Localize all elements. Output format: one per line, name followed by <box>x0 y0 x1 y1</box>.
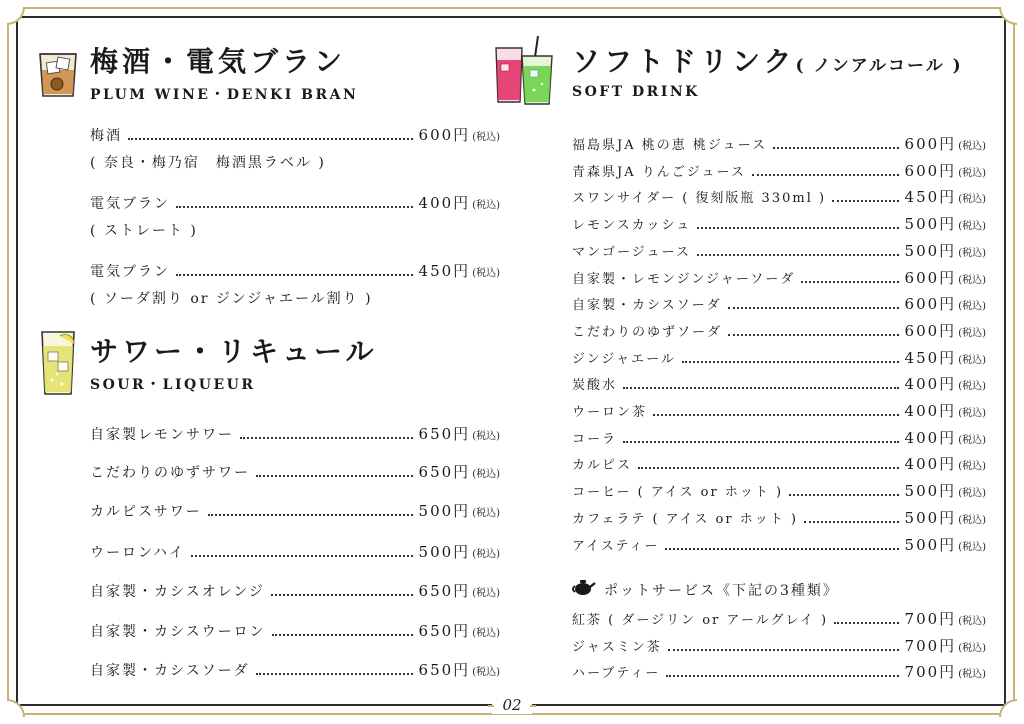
lemon-sour-glass-icon <box>38 326 78 398</box>
menu-item-cassis-soda <box>90 659 500 680</box>
dot-leader <box>208 514 413 516</box>
item-price: 500円 <box>418 543 471 561</box>
menu-item-row <box>572 427 986 448</box>
item-price: 700円 <box>904 663 957 681</box>
tax-label: (税込) <box>958 381 986 393</box>
item-name: 自家製・カシスオレンジ <box>90 584 265 600</box>
tax-label: (税込) <box>472 200 500 211</box>
tax-label: (税込) <box>472 628 500 639</box>
item-name: ジンジャエール <box>572 351 676 367</box>
sour-section-header <box>90 330 377 394</box>
dot-leader <box>789 494 899 496</box>
item-price: 650円 <box>418 661 471 679</box>
item-name: スワンサイダー ( 復刻版瓶 330ml ) <box>572 191 827 207</box>
dot-leader <box>801 281 898 283</box>
item-name: カルピス <box>572 458 633 474</box>
item-note: ( ソーダ割り or ジンジャエール割り ) <box>90 291 373 307</box>
page-number: 02 <box>492 696 532 714</box>
item-name: アイスティー <box>572 538 660 554</box>
menu-item-row <box>572 534 986 555</box>
menu-item-row <box>572 186 986 207</box>
item-name: ジャスミン茶 <box>572 639 662 655</box>
item-name: 青森県JA りんごジュース <box>572 164 746 180</box>
tax-label: (税込) <box>958 274 986 286</box>
dot-leader <box>752 174 899 176</box>
item-price: 600円 <box>904 135 957 153</box>
tax-label: (税込) <box>958 327 986 339</box>
glass-of-plum-wine-icon <box>36 46 80 100</box>
item-name: 福島県JA 桃の恵 桃ジュース <box>572 138 767 153</box>
soft-drink-subtitle: SOFT DRINK <box>572 84 700 100</box>
dot-leader <box>256 673 413 675</box>
tax-label: (税込) <box>958 514 986 526</box>
dot-leader <box>832 200 898 202</box>
item-name: 自家製・カシスウーロン <box>90 624 266 640</box>
menu-item-row <box>572 293 986 314</box>
item-price: 400円 <box>904 455 957 474</box>
tax-label: (税込) <box>472 469 500 480</box>
plum-wine-subtitle: PLUM WINE・DENKI BRAN <box>90 87 359 103</box>
menu-item-row <box>572 320 986 341</box>
tax-label: (税込) <box>958 669 986 680</box>
dot-leader <box>653 414 899 416</box>
soft-drink-title-line <box>572 40 963 80</box>
dot-leader <box>176 206 413 208</box>
tax-label: (税込) <box>958 434 986 446</box>
item-price: 400円 <box>904 375 957 394</box>
item-price: 500円 <box>904 482 957 501</box>
dot-leader <box>666 675 898 677</box>
item-price: 500円 <box>904 241 957 260</box>
sour-subtitle: SOUR・LIQUEUR <box>90 377 256 393</box>
item-price: 400円 <box>904 402 957 420</box>
item-name: 炭酸水 <box>572 378 618 394</box>
dot-leader <box>128 138 413 140</box>
dot-leader <box>728 307 899 309</box>
item-price: 700円 <box>904 610 957 628</box>
item-name: コーヒー ( アイス or ホット ) <box>572 485 784 501</box>
item-price: 500円 <box>904 535 957 554</box>
tax-label: (税込) <box>472 431 500 442</box>
tax-label: (税込) <box>958 141 986 152</box>
menu-item-calpis-sour <box>90 500 500 521</box>
dot-leader <box>240 437 413 439</box>
dot-leader <box>638 467 899 469</box>
item-name: 電気ブラン <box>90 264 170 280</box>
item-name: ウーロン茶 <box>572 405 648 420</box>
dot-leader <box>623 441 899 443</box>
item-price: 500円 <box>418 502 471 520</box>
dot-leader <box>271 594 413 596</box>
item-price: 650円 <box>418 582 471 600</box>
tax-label: (税込) <box>472 549 500 560</box>
item-name: 自家製・レモンジンジャーソーダ <box>572 271 796 287</box>
tax-label: (税込) <box>472 588 500 599</box>
item-price: 650円 <box>418 622 471 640</box>
menu-item-row <box>572 267 986 288</box>
menu-item-plum-wine <box>90 124 500 145</box>
tax-label: (税込) <box>958 461 986 473</box>
tax-label: (税込) <box>958 167 986 179</box>
item-name: こだわりのゆずサワー <box>90 465 250 481</box>
sour-title: サワー・リキュール <box>90 335 378 368</box>
plum-wine-title: 梅酒・電気ブラン <box>90 45 347 78</box>
dot-leader <box>665 548 898 550</box>
pot-service-heading: ポットサービス《下記の3種類》 <box>604 583 839 599</box>
menu-item-row <box>572 373 986 394</box>
item-name: ハーブティー <box>572 666 661 681</box>
dot-leader <box>728 334 899 336</box>
menu-item-lemon-sour <box>90 423 500 444</box>
dot-leader <box>682 361 899 363</box>
item-name: マンゴージュース <box>572 244 691 260</box>
menu-item-row <box>572 240 986 261</box>
soft-drink-glasses-icon <box>492 34 558 106</box>
menu-item-row <box>572 133 986 154</box>
soft-drink-section-header <box>572 40 963 100</box>
menu-item-row <box>572 400 986 421</box>
menu-item-oolong-high <box>90 541 500 562</box>
item-price: 450円 <box>904 348 957 367</box>
tax-label: (税込) <box>958 301 986 313</box>
non-alcohol-note: ( ノンアルコール ) <box>795 56 963 76</box>
dot-leader <box>191 555 413 557</box>
item-name: 自家製レモンサワー <box>90 427 234 443</box>
item-price: 600円 <box>904 161 957 180</box>
item-name: ウーロンハイ <box>90 545 186 561</box>
item-price: 700円 <box>904 636 957 655</box>
menu-item-cassis-oolong <box>90 620 500 641</box>
tax-label: (税込) <box>472 132 500 143</box>
tax-label: (税込) <box>958 541 986 553</box>
item-name: 梅酒 <box>90 128 122 144</box>
item-name: 自家製・カシスソーダ <box>90 663 250 679</box>
item-price: 450円 <box>418 262 471 280</box>
tax-label: (税込) <box>472 508 500 519</box>
menu-item-row <box>572 453 986 474</box>
dot-leader <box>834 622 899 624</box>
dot-leader <box>668 649 899 651</box>
item-name: 紅茶 ( ダージリン or アールグレイ ) <box>572 613 829 628</box>
item-price: 600円 <box>418 126 471 144</box>
soft-drink-title: ソフトドリンク <box>572 45 796 78</box>
menu-item-row <box>572 160 986 181</box>
item-price: 400円 <box>418 194 471 212</box>
dot-leader <box>272 634 413 636</box>
item-name: 自家製・カシスソーダ <box>572 298 722 314</box>
plum-wine-section-header <box>90 40 358 104</box>
menu-item-row <box>572 480 986 501</box>
dot-leader <box>804 521 899 523</box>
menu-item-row <box>572 347 986 368</box>
item-name: コーラ <box>572 431 618 447</box>
item-price: 400円 <box>904 428 957 447</box>
menu-item-cassis-orange <box>90 580 500 601</box>
item-price: 500円 <box>904 215 957 234</box>
tax-label: (税込) <box>472 268 500 279</box>
dot-leader <box>697 254 899 256</box>
item-note: ( 奈良・梅乃宿 梅酒黒ラベル ) <box>90 155 326 171</box>
dot-leader <box>256 475 413 477</box>
menu-item-row <box>572 608 986 629</box>
tax-label: (税込) <box>958 616 986 627</box>
item-price: 600円 <box>904 321 957 340</box>
menu-item-row <box>572 661 986 682</box>
item-price: 650円 <box>418 425 471 443</box>
item-name: レモンスカッシュ <box>572 218 692 234</box>
dot-leader <box>697 227 898 229</box>
item-name: カルピスサワー <box>90 504 202 520</box>
tax-label: (税込) <box>958 408 986 419</box>
item-price: 600円 <box>904 295 957 314</box>
item-price: 450円 <box>904 188 957 207</box>
item-name: 電気ブラン <box>90 196 170 212</box>
dot-leader <box>773 147 899 149</box>
teapot-icon <box>572 578 596 596</box>
item-price: 600円 <box>904 268 957 287</box>
menu-item-row <box>572 507 986 528</box>
item-name: こだわりのゆずソーダ <box>572 324 723 340</box>
tax-label: (税込) <box>958 354 986 366</box>
tax-label: (税込) <box>958 221 986 233</box>
tax-label: (税込) <box>958 194 986 206</box>
tax-label: (税込) <box>958 488 986 500</box>
menu-item-yuzu-sour <box>90 461 500 482</box>
tax-label: (税込) <box>958 642 986 654</box>
item-note: ( ストレート ) <box>90 223 198 239</box>
menu-item-row <box>572 635 986 656</box>
dot-leader <box>623 387 899 389</box>
item-price: 500円 <box>904 508 957 527</box>
menu-item-denki-bran-straight <box>90 192 500 213</box>
menu-item-row <box>572 213 986 234</box>
tax-label: (税込) <box>958 247 986 259</box>
menu-item-denki-bran-mixed <box>90 260 500 281</box>
dot-leader <box>176 274 413 276</box>
item-price: 650円 <box>418 463 471 481</box>
item-name: カフェラテ ( アイス or ホット ) <box>572 511 798 527</box>
tax-label: (税込) <box>472 667 500 678</box>
